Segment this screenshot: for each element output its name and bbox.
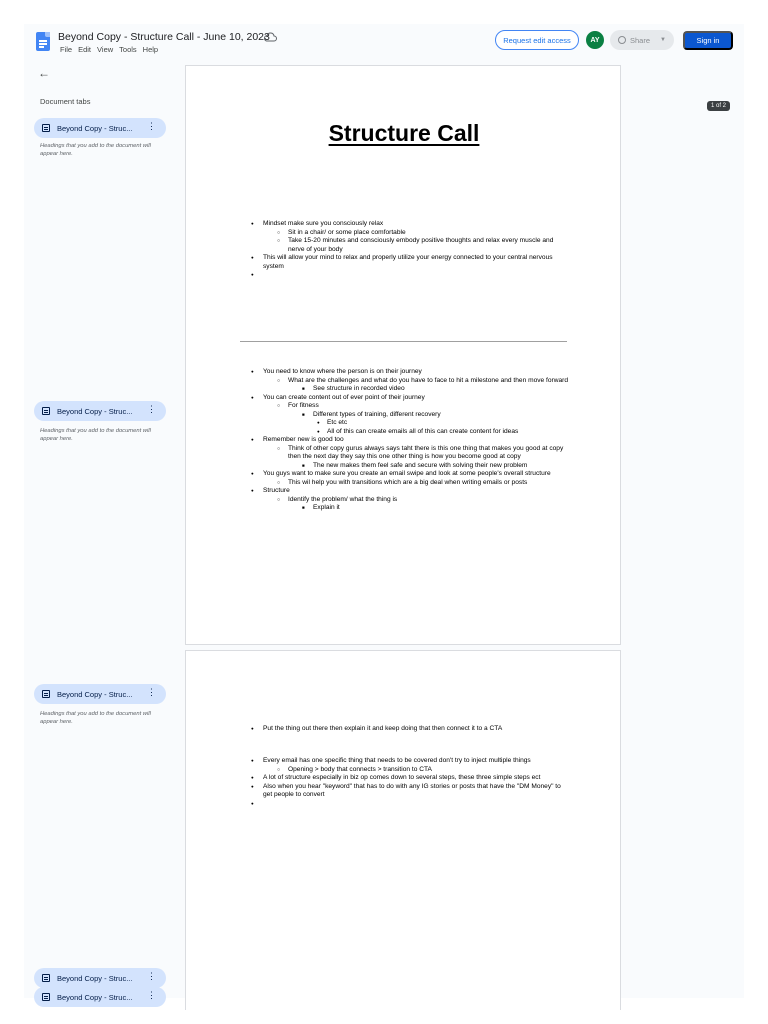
list-item: ● Put the thing out there then explain it and keep doing that then connect it to a CTA <box>263 725 569 734</box>
list-item: ● This will allow your mind to relax and properly utilize your energy connected to your central nervous system <box>263 254 563 271</box>
list-item: ○ Sit in a chair/ or some place comfortable <box>288 229 563 238</box>
list-item: ○ Opening > body that connects > transition to CTA <box>288 766 569 775</box>
share-button[interactable] <box>610 30 674 50</box>
list-item: ● All of this can create emails all of this can create content for ideas <box>327 428 569 437</box>
chevron-down-icon[interactable]: ▼ <box>660 37 666 43</box>
menu-tools[interactable]: Tools <box>119 45 137 54</box>
list-item: ○ What are the challenges and what do you have to face to hit a milestone and then move forward ■ See structure in recorded video <box>288 377 569 394</box>
list-item: ■ Explain it <box>313 504 569 513</box>
sign-in-button[interactable]: Sign in <box>683 31 733 50</box>
menu-view[interactable]: View <box>97 45 114 54</box>
document-tabs-heading: Document tabs <box>40 97 91 106</box>
document-tab-icon <box>42 974 50 982</box>
horizontal-divider <box>240 341 567 342</box>
menu-bar <box>60 45 158 54</box>
document-tab-label: Beyond Copy - Struc... <box>57 992 133 1002</box>
more-options-icon[interactable]: ⋮ <box>147 687 156 697</box>
document-tab-label: Beyond Copy - Struc... <box>57 406 133 416</box>
section-journey <box>263 368 569 513</box>
list-item: ○ For fitness ■ Different types of training, different recovery ● Etc etc ● All of this can create emails all of this can create content for ideas <box>288 402 569 436</box>
document-tabs-sidebar <box>24 64 184 1002</box>
list-item <box>263 800 569 809</box>
list-item: ● Mindset make sure you consciously relax ○ Sit in a chair/ or some place comfortable ○ Take 15-20 minutes and consciously embody positive thoughts and relax every muscle and nerve of your body <box>263 220 563 254</box>
list-item: ● Etc etc <box>327 419 569 428</box>
document-tab-icon <box>42 407 50 415</box>
document-tab-icon <box>42 993 50 1001</box>
list-item: ○ This wil help you with transitions which are a big deal when writing emails or posts <box>288 479 569 488</box>
more-options-icon[interactable]: ⋮ <box>147 121 156 131</box>
menu-edit[interactable]: Edit <box>78 45 92 54</box>
menu-help[interactable]: Help <box>142 45 159 54</box>
list-item: ● You need to know where the person is on their journey ○ What are the challenges and what do you have to face to hit a milestone and then move forward ■ See structure in recorded video <box>263 368 569 394</box>
globe-icon <box>618 36 626 44</box>
document-page-1[interactable] <box>185 65 621 645</box>
more-options-icon[interactable]: ⋮ <box>147 990 156 1000</box>
document-tab[interactable] <box>34 684 166 704</box>
document-title[interactable]: Beyond Copy - Structure Call - June 10, 2023 <box>58 31 270 43</box>
list-item: ● Every email has one specific thing that needs to be covered don't try to inject multiple things ○ Opening > body that connects > transition to CTA <box>263 757 569 774</box>
list-item: ● You can create content out of ever point of their journey ○ For fitness ■ Different types of training, different recovery ● Etc etc ● All of this can create emails all of this can create content for ideas <box>263 394 569 437</box>
docs-logo-icon[interactable] <box>36 32 50 51</box>
tab-hint: Headings that you add to the document will appear here. <box>40 711 151 726</box>
document-tab-icon <box>42 690 50 698</box>
list-item: ○ Think of other copy gurus always says taht there is this one thing that makes you good at copy then the next day they say this one other thing is how you become good at copy ■ The new makes them feel safe and secure with solving their new problem <box>288 445 569 471</box>
document-page-2[interactable] <box>185 650 621 1010</box>
more-options-icon[interactable]: ⋮ <box>147 971 156 981</box>
document-tab[interactable] <box>34 968 166 988</box>
list-item <box>263 271 563 280</box>
section-cta <box>263 725 569 734</box>
user-avatar[interactable]: AY <box>586 31 604 49</box>
page-counter: 1 of 2 <box>707 101 730 111</box>
list-item: ● Also when you hear "keyword" that has to do with any IG stories or posts that have the "DM Money" to get people to convert <box>263 783 569 800</box>
document-tab[interactable] <box>34 118 166 138</box>
section-email <box>263 757 569 808</box>
document-tab[interactable] <box>34 401 166 421</box>
cloud-saved-icon[interactable] <box>263 32 277 42</box>
list-item: ● You guys want to make sure you create an email swipe and look at some people's overall structure ○ This wil help you with transitions which are a big deal when writing emails or posts <box>263 470 569 487</box>
top-bar <box>24 24 744 64</box>
list-item: ● Structure ○ Identify the problem/ what the thing is ■ Explain it <box>263 487 569 513</box>
more-options-icon[interactable]: ⋮ <box>147 404 156 414</box>
list-item: ● Remember new is good too ○ Think of other copy gurus always says taht there is this one thing that makes you good at copy then the next day they say this one other thing is how you become good at copy ■ The new makes them feel safe and secure with solving their new problem <box>263 436 569 470</box>
list-item: ● A lot of structure especially in biz op comes down to several steps, these three simple steps ect <box>263 774 569 783</box>
list-item: ■ The new makes them feel safe and secure with solving their new problem <box>313 462 569 471</box>
share-label: Share <box>630 35 651 45</box>
document-canvas[interactable] <box>184 64 744 998</box>
tab-hint: Headings that you add to the document will appear here. <box>40 428 151 443</box>
list-item: ■ Different types of training, different recovery ● Etc etc ● All of this can create emails all of this can create content for ideas <box>313 411 569 437</box>
list-item: ○ Identify the problem/ what the thing is ■ Explain it <box>288 496 569 513</box>
document-tab-icon <box>42 124 50 132</box>
menu-file[interactable]: File <box>60 45 73 54</box>
tab-hint: Headings that you add to the document will appear here. <box>40 143 151 158</box>
document-tab[interactable] <box>34 987 166 1007</box>
document-heading: Structure Call <box>328 120 480 146</box>
document-tab-label: Beyond Copy - Struc... <box>57 973 133 983</box>
back-arrow-icon[interactable]: ← <box>38 66 50 80</box>
list-item: ○ Take 15-20 minutes and consciously embody positive thoughts and relax every muscle and nerve of your body <box>288 237 563 254</box>
document-tab-label: Beyond Copy - Struc... <box>57 123 133 133</box>
list-item: ■ See structure in recorded video <box>313 385 569 394</box>
request-edit-access-button[interactable]: Request edit access <box>495 30 579 50</box>
document-tab-label: Beyond Copy - Struc... <box>57 689 133 699</box>
section-mindset <box>263 220 563 280</box>
